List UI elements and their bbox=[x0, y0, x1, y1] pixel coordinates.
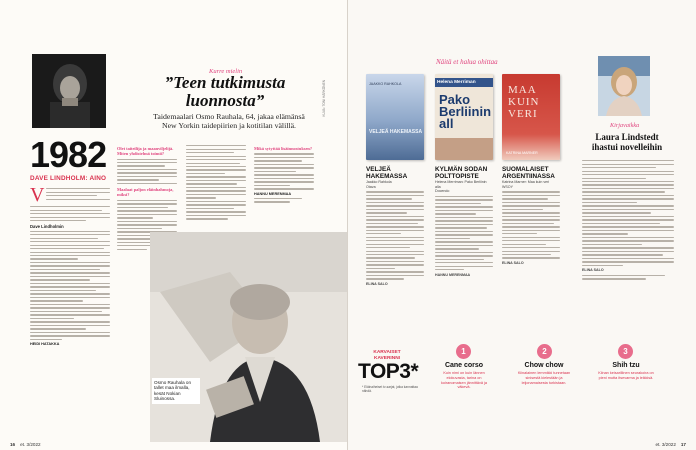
book-review-3 bbox=[502, 166, 560, 266]
author-photo bbox=[598, 56, 650, 116]
books-kicker: Näitä et halua ohittaa bbox=[436, 58, 498, 66]
page-number-right: 17 bbox=[680, 442, 686, 447]
book-cover-2 bbox=[435, 74, 493, 160]
issue-right: et. 3/2022 bbox=[655, 442, 676, 447]
book-2-cover-title: Pako Berliinin all bbox=[439, 92, 492, 131]
pick-1-title: Cane corso bbox=[444, 362, 484, 369]
review-author: HEIDI HATAKKA bbox=[30, 342, 60, 347]
top3-kicker: KARVAISET KAVERINNI bbox=[373, 350, 401, 361]
record-photo bbox=[32, 54, 106, 128]
book-1-publisher: Otava bbox=[366, 184, 376, 189]
profile-body bbox=[582, 158, 674, 282]
question-2: Maalaat paljon eläinhahmoja, miksi? bbox=[117, 187, 174, 198]
issue-left: et. 3/2022 bbox=[20, 442, 41, 447]
pick-2-title: Chow chow bbox=[524, 362, 564, 369]
book-cover-3 bbox=[502, 74, 560, 160]
interview-dek: Taidemaalari Osmo Rauhala, 64, jakaa elämänsä New Yorkin taidepiirien ja kotitilan välillä. bbox=[153, 112, 305, 130]
left-footer bbox=[10, 442, 41, 447]
artist-photo bbox=[150, 232, 348, 442]
top3-title: TOP3* bbox=[358, 360, 419, 383]
book-1-cover-title: VELJEÄ HAKEMASSA bbox=[369, 129, 423, 135]
top3-note: * Eläinaiheiset tv-sarjat, jotka kannattaa nähdä. bbox=[362, 385, 418, 393]
book-2-header: KYLMÄN SODAN POLTTOPISTE bbox=[435, 166, 488, 180]
pick-3 bbox=[596, 362, 656, 381]
book-3-cover-title: MAA KUIN VERI bbox=[508, 84, 540, 120]
interview-col-3 bbox=[254, 143, 314, 205]
record-byline: DAVE LINDHOLM: AINO bbox=[30, 175, 107, 182]
photo-credit: KUVA: TONI HÄRKÖNEN bbox=[322, 80, 326, 117]
book-1-reviewer: ELINA SALO bbox=[366, 281, 388, 286]
book-2-author: Helena Merriman: Pako Berliinin alla bbox=[435, 180, 487, 189]
pick-3-title: Shih tzu bbox=[612, 362, 640, 369]
record-cover-image bbox=[32, 54, 106, 128]
book-review-2 bbox=[435, 166, 493, 277]
profile-kicker: Kirjavaikka bbox=[610, 122, 640, 129]
pick-1-number: 1 bbox=[456, 344, 471, 359]
book-3-cover-author: KATRINA MARNER bbox=[506, 151, 538, 155]
book-3-publisher: WSOY bbox=[502, 184, 513, 189]
page-number-left: 16 bbox=[10, 442, 16, 447]
review-column bbox=[30, 186, 110, 346]
interview-col-2 bbox=[186, 143, 246, 222]
profile-headline: Laura Lindstedt ihastui novelleihin bbox=[591, 132, 663, 152]
pick-2-text: Kiinalainen lemmikki tunnetaan sinisestä kielestään ja leijonamaisesta turkistaan. bbox=[517, 371, 571, 385]
right-page bbox=[348, 0, 696, 450]
book-2-reviewer: HANNU MERENMAA bbox=[435, 272, 471, 277]
book-2-publisher: Docendo bbox=[435, 189, 450, 194]
pick-1-text: Kuin nimi on kuin lännen elokuvasta, tarina on koiranomaisen jännittävä ja väkevä. bbox=[440, 371, 487, 390]
pick-2-number: 2 bbox=[537, 344, 552, 359]
interview-author: HANNU MERENMAA bbox=[254, 191, 292, 196]
question-1: Olet taiteilija ja maanviljelijä. Miten yhdistelmä toimii? bbox=[117, 146, 174, 157]
book-3-header: SUOMALAISET ARGENTIINASSA bbox=[502, 166, 555, 180]
artist-name-bold: Dave Lindholmin bbox=[30, 223, 64, 229]
question-3: Mikä sytyttää lisäinnostuksen? bbox=[254, 146, 313, 151]
drop-cap: V bbox=[30, 184, 45, 206]
artist-portrait-image bbox=[150, 232, 348, 442]
book-1-author: Jaakko Rahkola bbox=[366, 180, 392, 184]
photo-caption: Osmo Rauhala on tallet maa ilmalla, kesät Nokian Sluinossa. bbox=[152, 378, 200, 404]
book-review-1 bbox=[366, 166, 424, 286]
interview-headline: ”Teen tutkimusta luonnosta” bbox=[164, 73, 286, 110]
pick-2 bbox=[514, 362, 574, 385]
profile-author: ELINA SALO bbox=[582, 268, 604, 273]
book-3-author: Katrina Marner: Maa kuin veri bbox=[502, 180, 550, 184]
book-cover-1 bbox=[366, 74, 424, 160]
book-3-reviewer: ELINA SALO bbox=[502, 260, 524, 265]
right-footer bbox=[655, 442, 686, 447]
book-1-cover-author: JAAKKO RAHKOLA bbox=[369, 82, 402, 86]
book-1-header: VELJEÄ HAKEMASSA bbox=[366, 166, 408, 180]
interview-kicker: Kurre mielin bbox=[209, 68, 243, 75]
pick-3-text: Kiinan keisarillinen seurakoira on pieni mutta itsevarma ja leikkisä. bbox=[598, 371, 654, 380]
year-heading: 1982 bbox=[30, 134, 107, 175]
pick-1 bbox=[434, 362, 494, 390]
author-portrait-image bbox=[598, 56, 650, 116]
pick-3-number: 3 bbox=[618, 344, 633, 359]
book-2-cover-author: Helena Merriman bbox=[435, 78, 493, 87]
